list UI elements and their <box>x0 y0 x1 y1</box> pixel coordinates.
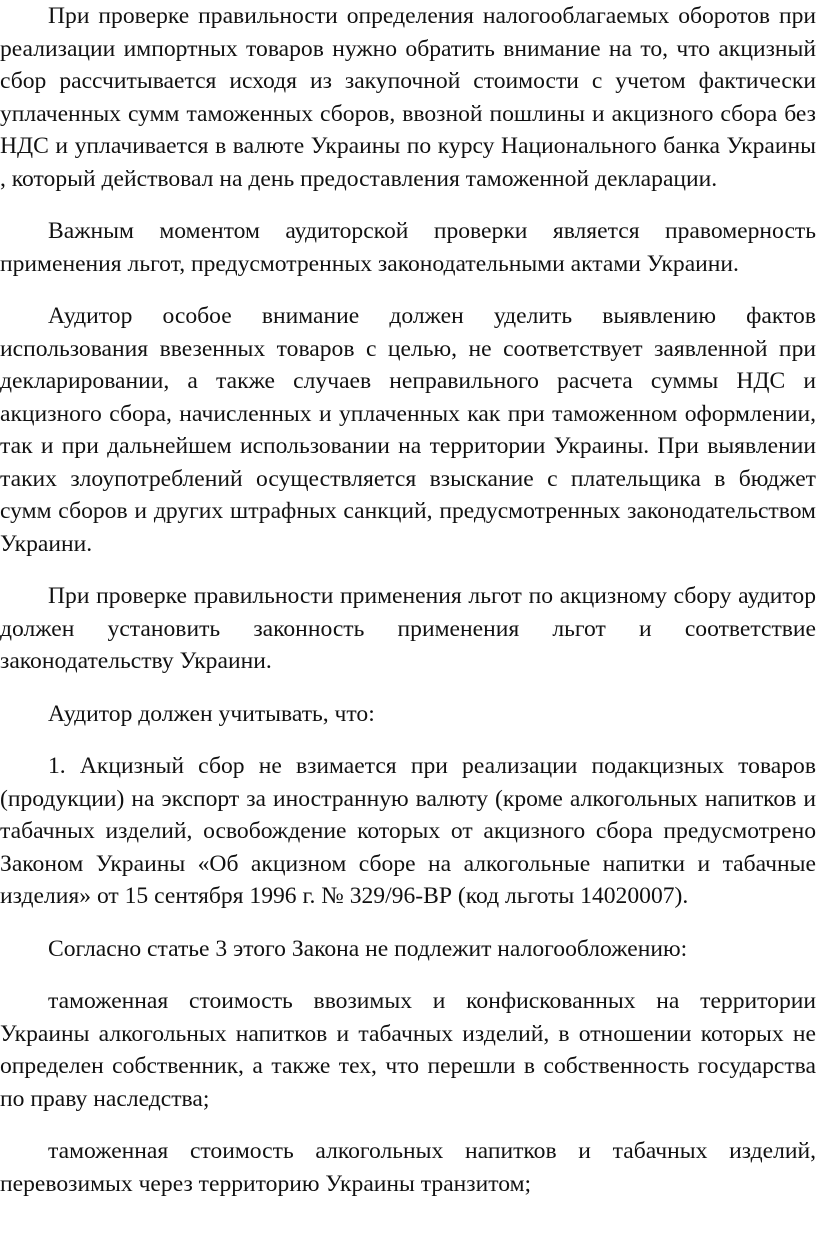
paragraph-article-3: Согласно статье 3 этого Закона не подлежит налогообложению: <box>48 935 688 962</box>
paragraph-transit-goods: таможенная стоимость алкогольных напитков и табачных изделий, перевозимых через территорию Украины транзитом; <box>0 1138 816 1197</box>
paragraph-item-1-export: 1. Акцизный сбор не взимается при реализации подакцизных товаров (продукции) на экспорт за иностранную валюту (кроме алкогольных напитков и табачных изделий, освобождение которых от акцизного сбора предусмотрено Законом Украины «Об акцизном сборе на алкогольные напитки и табачные изделия» от 15 сентября 1996 г. № 329/96-ВР (код льготы 14020007). <box>0 753 816 909</box>
paragraph-auditor-attention: Аудитор особое внимание должен уделить выявлению фактов использования ввезенных товаров с целью, не соответствует заявленной при декларировании, а также случаев неправильного расчета суммы НДС и акцизного сбора, начисленных и уплаченных как при таможенном оформлении, так и при дальнейшем использовании на территории Украины. При выявлении таких злоупотреблений осуществляется взыскание с плательщика в бюджет сумм сборов и других штрафных санкций, предусмотренных законодательством Украини. <box>0 303 816 557</box>
paragraph-taxable-turnover: При проверке правильности определения налогооблагаемых оборотов при реализации импортных товаров нужно обратить внимание на то, что акцизный сбор рассчитывается исходя из закупочной стоимости с учетом фактически уплаченных сумм таможенных сборов, ввозной пошлины и акцизного сбора без НДС и уплачивается в валюте Украины по курсу Национального банка Украины , который действовал на день предоставления таможенной декларации. <box>0 3 816 192</box>
paragraph-benefits-legality: Важным моментом аудиторской проверки является правомерность применения льгот, предусмотренных законодательными актами Украини. <box>0 218 816 277</box>
paragraph-auditor-should-consider: Аудитор должен учитывать, что: <box>48 700 375 727</box>
paragraph-confiscated-goods: таможенная стоимость ввозимых и конфискованных на территории Украины алкогольных напитков и табачных изделий, в отношении которых не определен собственник, а также тех, что перешли в собственность государства по праву наследства; <box>0 988 816 1112</box>
paragraph-excise-benefits-check: При проверке правильности применения льгот по акцизному сбору аудитор должен установить законность применения льгот и соответствие законодательству Украини. <box>0 583 816 674</box>
